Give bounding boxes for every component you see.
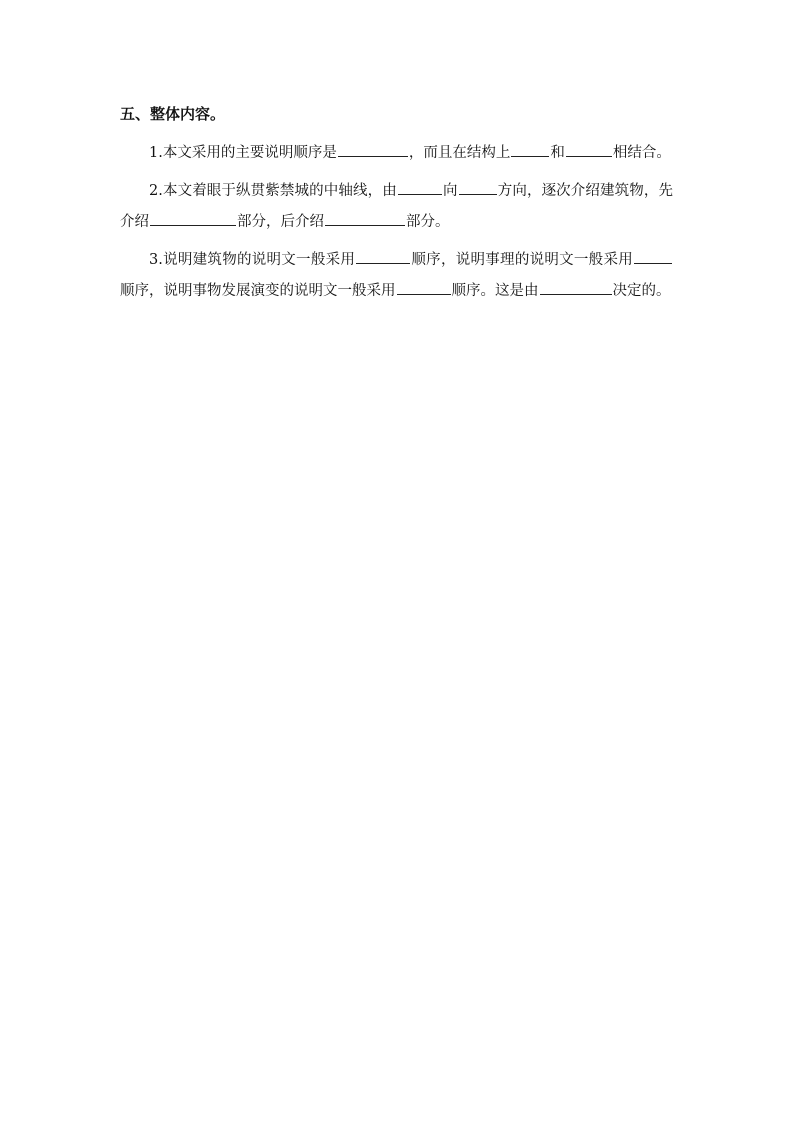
answer-blank-1b[interactable] [511,142,549,157]
question-2-text-b: 向 [442,183,458,199]
question-1-text-c: 和 [550,145,565,161]
question-2 [120,176,673,238]
answer-blank-3b[interactable] [634,249,672,264]
answer-blank-2a[interactable] [398,180,442,195]
question-3-text-a: 3.说明建筑物的说明文一般采用 [149,252,356,268]
answer-blank-3a[interactable] [356,249,410,264]
exercise-section [120,100,673,314]
question-2-text-c: 方向，逐次介绍建筑物，先介绍 [120,183,674,230]
question-3-text-e: 决定的。 [612,283,671,299]
answer-blank-2b[interactable] [459,180,497,195]
question-2-text-d: 部分，后介绍 [237,214,324,230]
question-3-text-b: 顺序，说明事理的说明文一般采用 [411,252,633,268]
answer-blank-3d[interactable] [540,280,612,295]
section-heading: 五、整体内容。 [120,105,226,123]
answer-blank-3c[interactable] [397,280,451,295]
question-1-text-a: 1.本文采用的主要说明顺序是 [149,145,337,161]
question-1-text-b: ，而且在结构上 [408,145,511,161]
question-3-text-c: 顺序，说明事物发展演变的说明文一般采用 [120,283,396,299]
answer-blank-1c[interactable] [566,142,612,157]
answer-blank-1a[interactable] [338,142,408,157]
answer-blank-2c[interactable] [150,211,236,226]
question-3 [120,245,673,307]
question-3-text-d: 顺序。这是由 [451,283,539,299]
question-1-text-d: 相结合。 [612,145,671,161]
question-2-text-a: 2.本文着眼于纵贯紫禁城的中轴线，由 [149,183,397,199]
question-1 [120,138,673,169]
answer-blank-2d[interactable] [325,211,405,226]
question-2-text-e: 部分。 [406,214,450,230]
